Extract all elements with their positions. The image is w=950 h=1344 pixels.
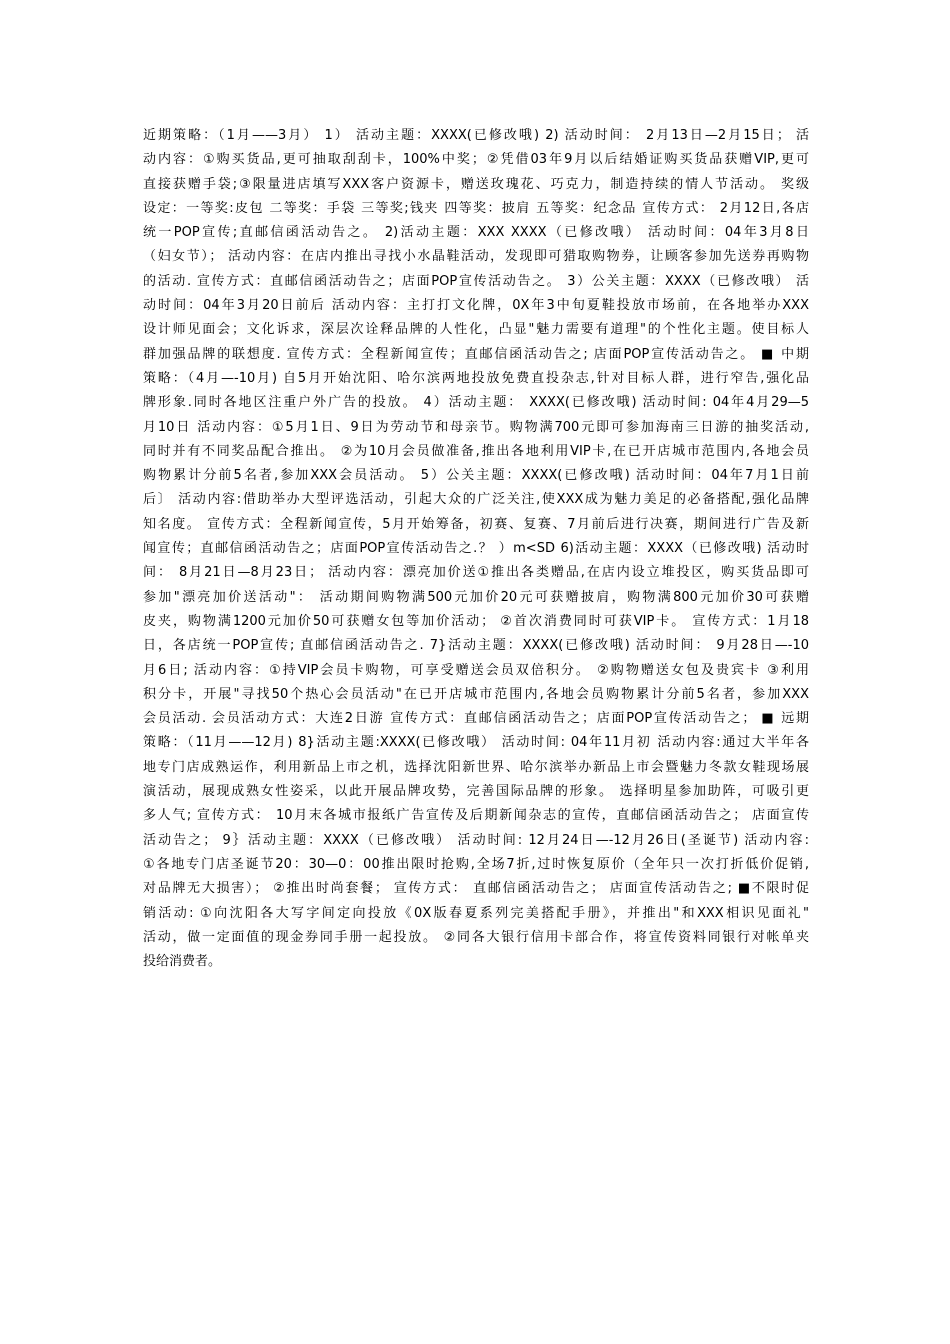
document-page bbox=[143, 124, 809, 974]
text-line: 购物累计分前5名者,参加XXX会员活动。 5）公关主题：XXXX(已修改哦) 活动时间：04年7月1日前 bbox=[143, 468, 809, 484]
text-line: 演活动，展现成熟女性姿采，以此开展品牌攻势，完善国际品牌的形象。 选择明星参加助阵，可吸引更 bbox=[143, 784, 809, 800]
text-line: 月10日 活动内容：①5月1日、9日为劳动节和母亲节。购物满700元即可参加海南三日游的抽奖活动, bbox=[143, 419, 809, 435]
text-line: 群加强品牌的联想度. 宣传方式：全程新闻宣传；直邮信函活动告之; 店面POP宣传活动告之。 ■ 中期 bbox=[143, 346, 809, 362]
text-line: 活动告之； 9｝活动主题：XXXX（已修改哦） 活动时间: 12月24日—-12月26日(圣诞节) 活动内容: bbox=[143, 832, 809, 848]
text-line: 月6日; 活动内容：①持VIP会员卡购物，可享受赠送会员双倍积分。 ②购物赠送女包及贵宾卡 ③利用 bbox=[143, 662, 809, 678]
text-line: 同时并有不同奖品配合推出。 ②为10月会员做准备,推出各地利用VIP卡,在已开店城市范围内,各地会员 bbox=[143, 443, 809, 459]
text-line: 策略：（4月—-10月) 自5月开始沈阳、哈尔滨两地投放免费直投杂志,针对目标人群，进行窄告,强化品 bbox=[143, 370, 809, 386]
text-line: （妇女节）； 活动内容：在店内推出寻找小水晶鞋活动，发现即可猎取购物券，让顾客参加先送券再购物 bbox=[143, 249, 809, 265]
text-line: 投给消费者。 bbox=[143, 954, 222, 970]
text-line: 地专门店成熟运作，利用新品上市之机，选择沈阳新世界、哈尔滨举办新品上市会暨魅力冬款女鞋现场展 bbox=[143, 759, 809, 775]
text-line: 牌形象.同时各地区注重户外广告的投放。 4）活动主题： XXXX(已修改哦) 活动时间: 04年4月29—5 bbox=[143, 395, 809, 411]
text-line: 动时间：04年3月20日前后 活动内容：主打打文化牌，0X年3中旬夏鞋投放市场前，在各地举办XXX bbox=[143, 298, 809, 314]
text-line: 设定：一等奖:皮包 二等奖：手袋 三等奖;钱夹 四等奖：披肩 五等奖：纪念品 宣传方式： 2月12日,各店 bbox=[143, 200, 809, 216]
text-line: 多人气; 宣传方式： 10月末各城市报纸广告宣传及后期新闻杂志的宣传，直邮信函活动告之； 店面宣传 bbox=[143, 808, 809, 824]
text-line: 闻宣传；直邮信函活动告之；店面POP宣传活动告之.？ ）m<SD 6)活动主题：XXXX（已修改哦) 活动时 bbox=[143, 541, 809, 557]
text-line: 活动，做一定面值的现金券同手册一起投放。 ②同各大银行信用卡部合作，将宣传资料同银行对帐单夹 bbox=[143, 929, 809, 945]
text-line: 日，各店统一POP宣传; 直邮信函活动告之. 7}活动主题：XXXX(已修改哦) 活动时间： 9月28日—-10 bbox=[143, 638, 809, 654]
text-line: 近期策略：（1月——3月） 1） 活动主题：XXXX(已修改哦) 2) 活动时间： 2月13日—2月15日； 活 bbox=[143, 128, 809, 143]
text-line: 皮夹，购物满1200元加价50可获赠女包等加价活动； ②首次消费同时可获VIP卡。 宣传方式：1月18 bbox=[143, 613, 809, 629]
text-line: 对品牌无大损害）； ②推出时尚套餐； 宣传方式： 直邮信函活动告之； 店面宣传活动告之; ■不限时促 bbox=[143, 881, 809, 897]
text-line: 动内容：①购买货品,更可抽取刮刮卡，100%中奖；②凭借03年9月以后结婚证购买货品获赠VIP,更可 bbox=[143, 152, 809, 168]
text-line: 设计师见面会；文化诉求，深层次诠释品牌的人性化，凸显"魅力需要有道理"的个性化主题。使目标人 bbox=[143, 322, 809, 338]
text-line: 统一POP宣传;直邮信函活动告之。 2)活动主题：XXX XXXX（已修改哦） 活动时间：04年3月8日 bbox=[143, 225, 809, 241]
text-line: 积分卡，开展"寻找50个热心会员活动"在已开店城市范围内,各地会员购物累计分前5名者，参加XXX bbox=[143, 686, 809, 702]
text-line: 直接获赠手袋;③限量进店填写XXX客户资源卡，赠送玫瑰花、巧克力，制造持续的情人节活动。 奖级 bbox=[143, 176, 809, 192]
text-line: 会员活动. 会员活动方式：大连2日游 宣传方式：直邮信函活动告之；店面POP宣传活动告之； ■ 远期 bbox=[143, 711, 809, 727]
text-line: ①各地专门店圣诞节20：30—0：00推出限时抢购,全场7折,过时恢复原价（全年只一次打折低价促销, bbox=[143, 856, 809, 872]
text-line: 间： 8月21日—8月23日； 活动内容：漂亮加价送①推出各类赠品,在店内设立堆投区，购买货品即可 bbox=[143, 565, 809, 581]
text-line: 后〕 活动内容:借助举办大型评选活动，引起大众的广泛关注,使XXX成为魅力美足的必备搭配,强化品牌 bbox=[143, 492, 809, 508]
text-line: 知名度。 宣传方式：全程新闻宣传，5月开始筹备，初赛、复赛、7月前后进行决赛，期间进行广告及新 bbox=[143, 516, 809, 532]
body-paragraph bbox=[143, 124, 809, 974]
text-line: 的活动. 宣传方式：直邮信函活动告之；店面POP宣传活动告之。 3）公关主题：XXXX（已修改哦） 活 bbox=[143, 273, 809, 289]
text-line: 参加"漂亮加价送活动"： 活动期间购物满500元加价20元可获赠披肩，购物满800元加价30可获赠 bbox=[143, 589, 809, 605]
text-line: 销活动: ①向沈阳各大写字间定向投放《0X版春夏系列完美搭配手册》，并推出"和XXX相识见面礼" bbox=[143, 905, 809, 921]
text-line: 策略：（11月——12月) 8}活动主题:XXXX(已修改哦） 活动时间: 04年11月初 活动内容:通过大半年各 bbox=[143, 735, 809, 751]
